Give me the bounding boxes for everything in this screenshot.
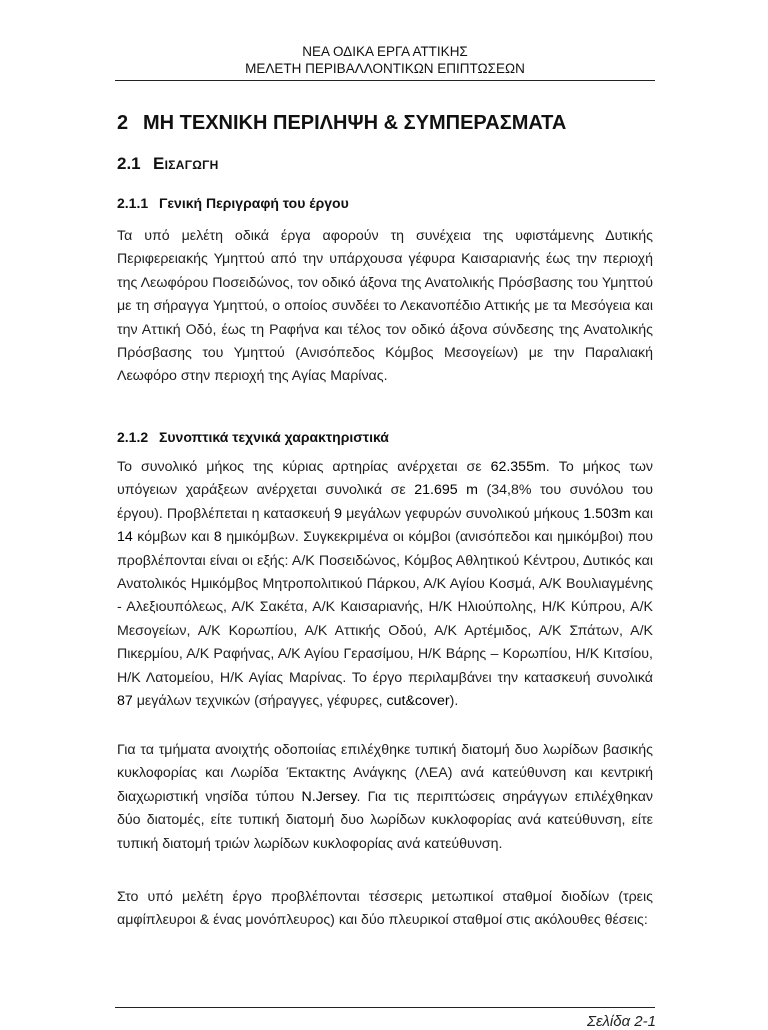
chapter-title: ΜΗ ΤΕΧΝΙΚΗ ΠΕΡΙΛΗΨΗ & ΣΥΜΠΕΡΑΣΜΑΤΑ xyxy=(143,112,567,134)
text-run: μεγάλων γεφυρών συνολικού μήκους xyxy=(342,505,584,522)
chapter-heading xyxy=(117,112,657,135)
running-header xyxy=(115,43,655,77)
interchanges-count-value: 14 xyxy=(117,529,133,546)
text-run: Για τα τμήματα ανοιχτής οδοποιίας επιλέχθηκε τυπική διατομή δυο λωρίδων βασικής κυκλοφορίας και Λωρίδα Έκτακτης Ανάγκης (ΛΕΑ) ανά κατεύθυνση και κεντρική διαχωριστική νησίδα τύπου xyxy=(117,742,653,805)
cut-and-cover-term: cut&cover xyxy=(386,693,450,710)
text-run: . Για τις περιπτώσεις σηράγγων επιλέχθηκαν δύο διατομές, είτε τυπική διατομή δυο λωρίδων κυκλοφορίας ανά κατεύθυνση, είτε τυπική διατομή τριών λωρίδων κυκλοφορίας ανά κατεύθυνση. xyxy=(117,788,653,852)
page-number: Σελίδα 2-1 xyxy=(586,1013,656,1030)
text-run: μεγάλων τεχνικών (σήραγγες, γέφυρες, xyxy=(132,693,387,710)
bridges-count-value: 9 xyxy=(334,505,343,522)
chapter-number: 2 xyxy=(117,112,129,134)
section-number: 2.1 xyxy=(117,154,141,173)
text-run: ημικόμβων. Συγκεκριμένα οι κόμβοι (ανισόπεδοι και ημικόμβοι) που προβλέπονται είναι οι εξής: Α/Κ Ποσειδώνος, Κόμβος Αθλητικού Κέντρου, Δυτικός και Ανατολικός Ημικόμβος Μητροπολιτικού Πάρκου, Α/Κ Αγίου Κοσμά, Α/Κ Βουλιαγμένης - Αλεξιουπόλεως, Α/Κ Σακέτα, Α/Κ Καισαριανής, Η/Κ Ηλιούπολης, Η/Κ Κύπρου, Α/Κ Μεσογείων, Α/Κ Κορωπίου, Α/Κ Αττικής Οδού, Α/Κ Αρτέμιδος, Α/Κ Σπάτων, Α/Κ Πικερμίου, Α/Κ Ραφήνας, Α/Κ Αγίου Γερασίμου, Η/Κ Βάρης – Κορωπίου, Η/Κ Κιτσίου, Η/Κ Λατομείου, Η/Κ Αγίας Μαρίνας. Το έργο περιλαμβάνει την κατασκευή συνολικά xyxy=(117,529,653,686)
section-heading xyxy=(117,154,219,174)
subsection-heading-1 xyxy=(117,195,349,211)
barrier-type-term: N.Jersey xyxy=(301,788,357,805)
text-run: . Το μήκος των υπόγειων χαράξεων ανέρχεται συνολικά σε xyxy=(117,459,653,499)
header-line-1: ΝΕΑ ΟΔΙΚΑ ΕΡΓΑ ΑΤΤΙΚΗΣ xyxy=(302,44,468,59)
paragraph-technical-figures xyxy=(117,456,653,713)
paragraph-general-description: Τα υπό μελέτη οδικά έργα αφορούν τη συνέχεια της υφιστάμενης Δυτικής Περιφερειακής Υμηττού από την υπάρχουσα γέφυρα Καισαριανής έως την περιοχή της Λεωφόρου Ποσειδώνος, τον οδικό άξονα της Ανατολικής Πρόσβασης του Υμηττού με τη σήραγγα Υμηττού, ο οποίος συνδέει το Λεκανοπέδιο Αττικής με τα Μεσόγεια και την Αττική Οδό, έως τη Ραφήνα και τέλος τον οδικό άξονα σύνδεσης της Ανατολικής Πρόσβασης του Υμηττού (Ανισόπεδος Κόμβος Μεσογείων) με την Παραλιακή Λεωφόρο στην περιοχή της Αγίας Μαρίνας. xyxy=(117,228,653,385)
header-divider xyxy=(115,80,655,81)
subsection-1-number: 2.1.1 xyxy=(117,195,149,211)
section-title: Εισαγωγη xyxy=(153,154,219,173)
subsection-2-title: Συνοπτικά τεχνικά χαρακτηριστικά xyxy=(159,429,389,445)
footer-divider xyxy=(115,1007,655,1008)
paragraph-toll-stations: Στο υπό μελέτη έργο προβλέπονται τέσσερις μετωπικοί σταθμοί διοδίων (τρεις αμφίπλευροι & ένας μονόπλευρος) και δύο πλευρικοί σταθμοί στις ακόλουθες θέσεις: xyxy=(117,889,653,929)
subsection-1-title: Γενική Περιγραφή του έργου xyxy=(159,195,349,211)
text-run: και xyxy=(630,505,654,522)
bridges-length-value: 1.503m xyxy=(583,505,631,522)
text-run: κόμβων και xyxy=(132,529,214,546)
major-structures-count-value: 87 xyxy=(117,693,133,710)
half-interchanges-count-value: 8 xyxy=(213,529,222,546)
text-run: (34,8% του συνόλου του έργου). Προβλέπεται η κατασκευή xyxy=(117,482,653,522)
underground-length-value: 21.695 m xyxy=(414,482,478,499)
header-line-2: ΜΕΛΕΤΗ ΠΕΡΙΒΑΛΛΟΝΤΙΚΩΝ ΕΠΙΠΤΩΣΕΩΝ xyxy=(245,61,525,76)
subsection-2-number: 2.1.2 xyxy=(117,429,149,445)
text-run: Το συνολικό μήκος της κύριας αρτηρίας ανέρχεται σε xyxy=(117,459,491,475)
total-length-value: 62.355m xyxy=(490,459,546,475)
text-run: ). xyxy=(449,693,459,710)
paragraph-cross-sections xyxy=(117,739,653,856)
subsection-heading-2 xyxy=(117,429,389,445)
